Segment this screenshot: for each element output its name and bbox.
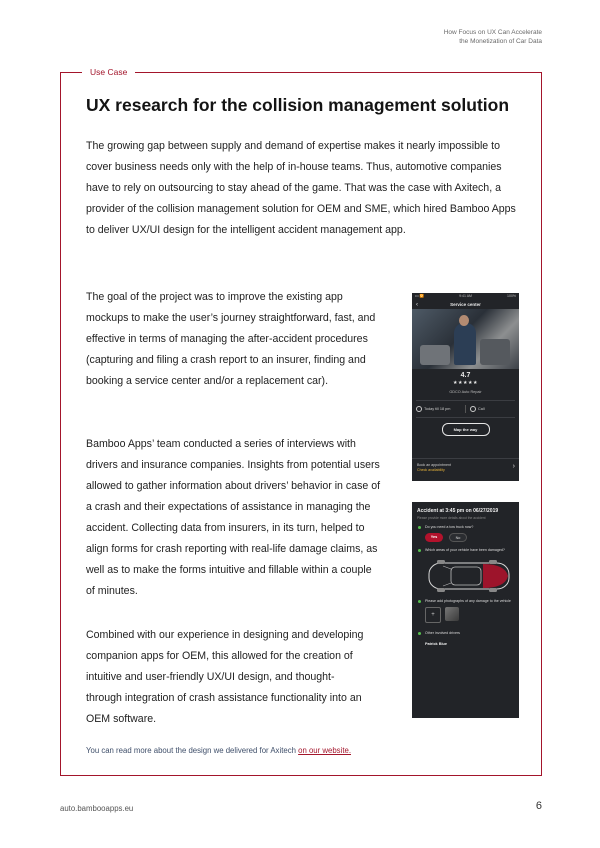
engine-shape (420, 345, 450, 365)
check-availability-link[interactable]: Check availability (417, 468, 445, 472)
hours-text: Today till 18 pm (424, 407, 451, 411)
accident-report-screenshot (412, 502, 519, 718)
hours-item (416, 406, 461, 412)
book-appointment-row[interactable] (412, 458, 519, 473)
screen-title: Service center (450, 302, 481, 307)
photo-upload-row (425, 607, 514, 623)
paragraph-intro: The growing gap between supply and demand of expertise makes it nearly impossible to cover business needs only with the help of in-house teams. Thus, automotive companies have to rely on outsourcing to stay ahead of the game. That was the case with Axitech, a provider of the collision management solution for OEM and SME, which hired Bamboo Apps to deliver UX/UI design for the intelligent accident management app. (86, 140, 516, 236)
page-number: 6 (535, 800, 542, 812)
signal-indicator: ••• 🛜 (415, 294, 425, 298)
divider (416, 417, 515, 418)
rating-stars: ★★★★★ (453, 380, 478, 386)
website-link[interactable]: on our website. (298, 746, 351, 755)
rating-value: 4.7 (460, 372, 471, 379)
damage-photo-thumbnail[interactable] (445, 607, 459, 621)
divider (465, 405, 466, 413)
map-the-way-button[interactable]: Map the way (442, 423, 490, 436)
car-diagram[interactable] (425, 555, 514, 597)
question-damage-areas: Which areas of your vehicle have been damaged? (417, 548, 514, 553)
yes-button[interactable]: Yes (425, 533, 443, 542)
page-title: UX research for the collision management solution (86, 95, 510, 115)
add-photo-button[interactable]: + (425, 607, 441, 623)
question-other-drivers: Other involved drivers (417, 631, 514, 636)
question-tow-truck: Do you need a tow truck now? (417, 525, 514, 530)
call-item[interactable] (470, 406, 515, 412)
section-label: Use Case (82, 66, 135, 78)
back-arrow-icon[interactable]: ‹ (416, 301, 418, 308)
paragraph-goal: The goal of the project was to improve the existing app mockups to make the user’s journey straightforward, fast, and effective in terms of managing the after-accident procedures (capturing and filing a crash report to an insurer, finding and booking a service center and/or a replacement car). (86, 291, 376, 387)
read-more-text: You can read more about the design we delivered for Axitech (86, 746, 299, 755)
status-time: 9:41 AM (459, 294, 472, 298)
paragraph-research: Bamboo Apps’ team conducted a series of interviews with drivers and insurance companies. Insights from potential users allowed to gather information about drivers’ behavior in case of a crash and their expectations of assistance in managing the accident. Collecting data from insurers, in its turn, helped to align forms for crash reporting with real-life damage claims, as well as to make the forms intuitive and fillable within a couple of minutes. (86, 438, 381, 597)
car-top-view-icon (425, 555, 513, 597)
no-button[interactable]: No (449, 533, 467, 542)
mechanic-head (459, 315, 469, 326)
yes-no-toggle (425, 533, 514, 542)
book-label: Book an appointment (417, 463, 451, 467)
service-center-screenshot (412, 293, 519, 481)
clock-icon (416, 406, 422, 412)
mechanic-photo (412, 309, 519, 369)
read-more (86, 746, 351, 755)
info-row (412, 401, 519, 417)
battery-indicator: 100% (507, 294, 516, 298)
paragraph-result: Combined with our experience in designing and developing companion apps for OEM, this allowed for the creation of intuitive and user-friendly UX/UI design, and thought-through integration of crash assistance functionality into an OEM software. (86, 629, 364, 725)
shop-name: GDCO Auto Repair (449, 390, 482, 394)
document-header (444, 28, 542, 46)
driver-name: Patrick Blue (425, 642, 447, 646)
call-text: Call (478, 407, 485, 411)
footer-url: auto.bambooapps.eu (60, 804, 134, 813)
chevron-right-icon: › (512, 463, 515, 470)
status-bar (412, 293, 519, 300)
header-line-1: How Focus on UX Can Accelerate (443, 29, 542, 36)
engine-shape-right (480, 339, 510, 365)
mechanic-body (454, 323, 476, 365)
header-line-2: the Monetization of Car Data (459, 38, 542, 45)
accident-subtitle: Please provide more details about the accident (417, 516, 486, 520)
accident-title: Accident at 3:45 pm on 06/27/2019 (417, 508, 499, 514)
screen-header (412, 300, 519, 309)
question-photos: Please add photographs of any damage to the vehicle (417, 599, 514, 604)
phone-icon (470, 406, 476, 412)
